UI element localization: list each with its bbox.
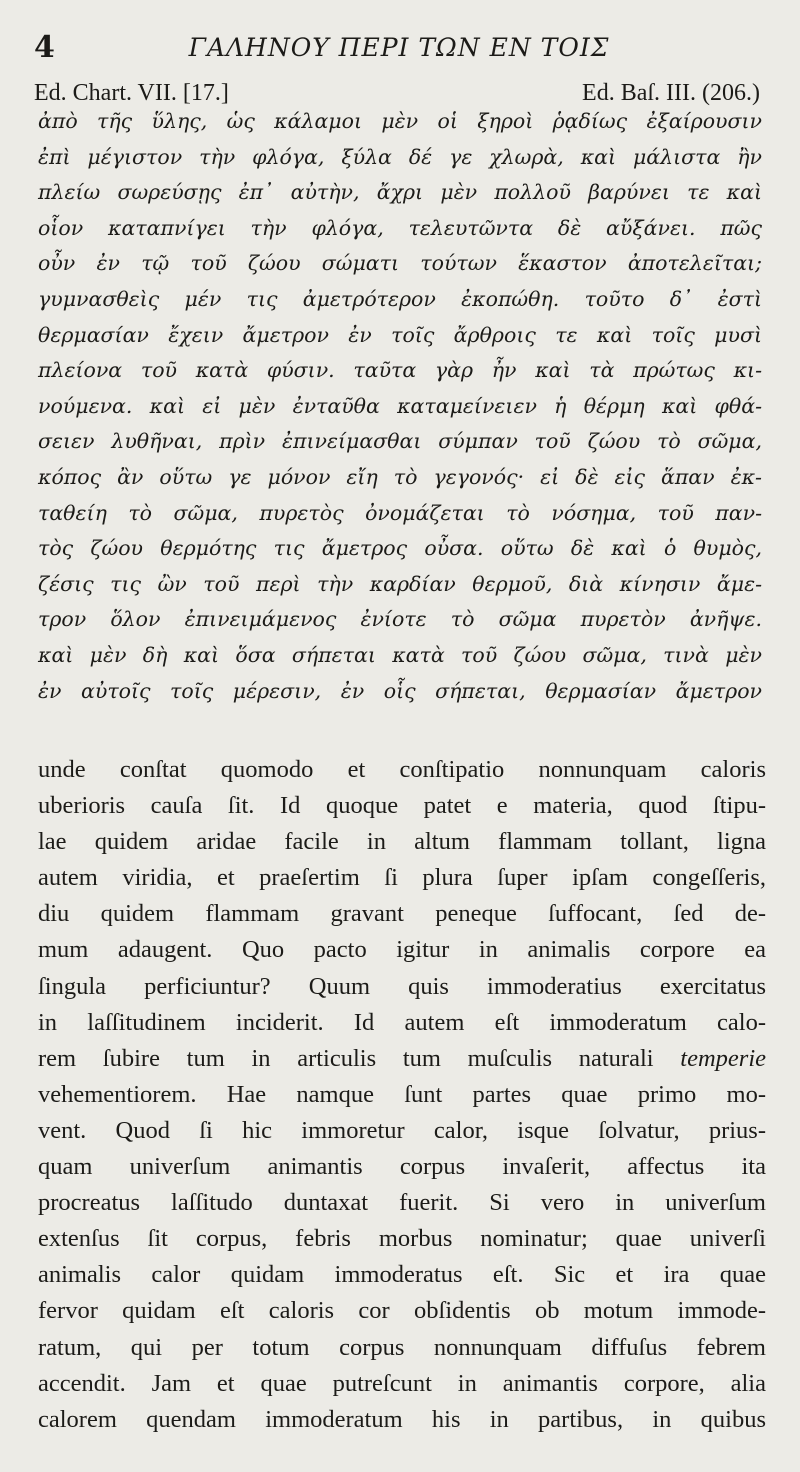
edition-basel: Ed. Baſ. III. (206.) <box>582 80 760 106</box>
latin-text-line: extenſus ſit corpus, febris morbus nominatur; quae univerſi <box>38 1225 766 1253</box>
greek-text-line: πλείονα τοῦ κατὰ φύσιν. ταῦτα γὰρ ἦν καὶ τὰ πρώτως κι- <box>38 358 762 383</box>
latin-text-line: vent. Quod ſi hic immoretur calor, isque ſolvatur, prius- <box>38 1116 766 1144</box>
latin-text-line: ratum, qui per totum corpus nonnunquam diffuſus febrem <box>38 1333 766 1361</box>
latin-text-line: autem viridia, et praeſertim ſi plura ſuper ipſam congeſſeris, <box>38 864 766 892</box>
latin-text-line: unde conſtat quomodo et conſtipatio nonnunquam caloris <box>38 756 766 783</box>
latin-text-line: quam univerſum animantis corpus invaſerit, affectus ita <box>38 1153 766 1181</box>
latin-text-line: mum adaugent. Quo pacto igitur in animalis corpore ea <box>38 936 766 964</box>
greek-text-line: ἐπὶ μέγιστον τὴν φλόγα, ξύλα δέ γε χλωρὰ, καὶ μάλιστα ἢν <box>38 144 762 169</box>
greek-text-line: ἐν αὐτοῖς τοῖς μέρεσιν, ἐν οἷς σήπεται, θερμασίαν ἄμετρον <box>38 678 762 703</box>
latin-text-line: animalis calor quidam immoderatus eſt. Sic et ira quae <box>38 1261 766 1289</box>
latin-text-line: lae quidem aridae facile in altum flammam tollant, ligna <box>38 828 766 856</box>
page-header <box>28 28 770 68</box>
greek-text-line: πλείω σωρεύσῃς ἐπ᾽ αὐτὴν, ἄχρι μὲν πολλοῦ βαρύνει τε καὶ <box>38 180 762 205</box>
greek-text-line: ζέσις τις ὢν τοῦ περὶ τὴν καρδίαν θερμοῦ, διὰ κίνησιν ἄμε- <box>38 571 762 596</box>
greek-text-line: ἀπὸ τῆς ὕλης, ὡς κάλαμοι μὲν οἱ ξηροὶ ῥᾳδίως ἐξαίρουσιν <box>38 109 762 133</box>
latin-text-column <box>38 752 766 1438</box>
edition-chartier: Ed. Chart. VII. [17.] <box>34 80 229 106</box>
greek-text-line: γυμνασθεὶς μέν τις ἀμετρότερον ἐκοπώθη. τοῦτο δ᾽ ἐστὶ <box>38 286 762 311</box>
greek-text-line: τρον ὅλον ἐπινειμάμενος ἐνίοτε τὸ σῶμα πυρετὸν ἀνῆψε. <box>38 607 762 632</box>
latin-text-line: diu quidem flammam gravant peneque ſuffocant, ſed de- <box>38 900 766 928</box>
greek-text-line: νούμενα. καὶ εἰ μὲν ἐνταῦθα καταμείνειεν ἡ θέρμη καὶ φθά- <box>38 393 762 418</box>
latin-text-line: uberioris cauſa ſit. Id quoque patet e materia, quod ſtipu- <box>38 792 766 820</box>
latin-text-line: in laſſitudinem inciderit. Id autem eſt immoderatum calo- <box>38 1008 766 1036</box>
latin-text-line: rem ſubire tum in articulis tum muſculis naturali temperie <box>38 1044 766 1072</box>
latin-text-line: accendit. Jam et quae putreſcunt in animantis corpore, alia <box>38 1369 766 1397</box>
greek-text-line: οὖν ἐν τῷ τοῦ ζώου σώματι τούτων ἕκαστον ἀποτελεῖται; <box>38 251 762 276</box>
latin-text-line: vehementiorem. Hae namque ſunt partes quae primo mo- <box>38 1080 766 1108</box>
greek-text-line: θερμασίαν ἔχειν ἄμετρον ἐν τοῖς ἄρθροις τε καὶ τοῖς μυσὶ <box>38 322 762 347</box>
running-title: ΓΑΛΗΝΟΥ ΠΕΡΙ ΤΩΝ ΕΝ ΤΟΙΣ <box>188 33 610 62</box>
greek-text-line: οἷον καταπνίγει τὴν φλόγα, τελευτῶντα δὲ αὔξάνει. πῶς <box>38 215 762 240</box>
greek-text-line: ταθείη τὸ σῶμα, πυρετὸς ὀνομάζεται τὸ νόσημα, τοῦ παν- <box>38 500 762 525</box>
page-number: 4 <box>34 30 55 65</box>
italic-word: temperie <box>680 1044 766 1072</box>
greek-text-line: τὸς ζώου θερμότης τις ἄμετρος οὖσα. οὕτω δὲ καὶ ὁ θυμὸς, <box>38 536 762 561</box>
greek-text-line: καὶ μὲν δὴ καὶ ὅσα σήπεται κατὰ τοῦ ζώου σῶμα, τινὰ μὲν <box>38 642 762 667</box>
greek-text-line: κόπος ἂν οὕτω γε μόνον εἴη τὸ γεγονός· εἰ δὲ εἰς ἅπαν ἐκ- <box>38 464 762 489</box>
latin-text-line: fervor quidam eſt caloris cor obſidentis ob motum immode- <box>38 1297 766 1325</box>
latin-text-line: procreatus laſſitudo duntaxat fuerit. Si vero in univerſum <box>38 1189 766 1217</box>
greek-text-line: σειεν λυθῆναι, πρὶν ἐπινείμασθαι σύμπαν τοῦ ζώου τὸ σῶμα, <box>38 429 762 454</box>
latin-text-line: calorem quendam immoderatum his in partibus, in quibus <box>38 1405 766 1433</box>
greek-text-column <box>38 104 762 709</box>
latin-text-line: ſingula perficiuntur? Quum quis immoderatius exercitatus <box>38 972 766 1000</box>
